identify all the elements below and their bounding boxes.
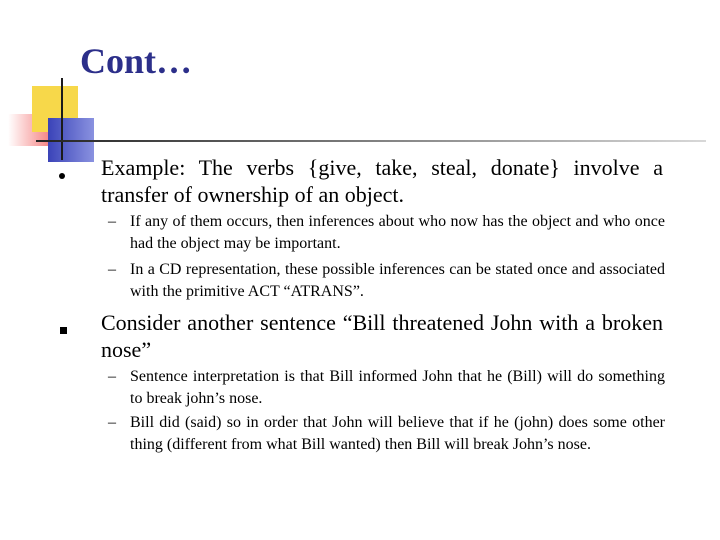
- dash-icon: –: [108, 368, 116, 385]
- dash-icon: –: [108, 261, 116, 278]
- dash-icon: –: [108, 213, 116, 230]
- sub-bullet-1-1: If any of them occurs, then inferences about who now has the object and who once had the object may be important.: [130, 213, 665, 252]
- slide-title: Cont…: [80, 41, 193, 81]
- title-underline: [36, 140, 706, 142]
- bullet-2-text: Consider another sentence “Bill threatened John with a broken nose”: [101, 310, 663, 362]
- sub-bullet-1-2: In a CD representation, these possible inferences can be stated once and associated with the primitive ACT “ATRANS”.: [130, 261, 665, 300]
- decor-vertical-line: [61, 78, 63, 160]
- sub-bullet-2-1: Sentence interpretation is that Bill informed John that he (Bill) will do something to break john’s nose.: [130, 368, 665, 407]
- dash-icon: –: [108, 414, 116, 431]
- round-bullet-icon: [59, 173, 65, 179]
- bullet-1-text: Example: The verbs {give, take, steal, donate} involve a transfer of ownership of an object.: [101, 155, 663, 207]
- square-bullet-icon: [60, 327, 67, 334]
- sub-bullet-2-2: Bill did (said) so in order that John will believe that if he (john) does some other thing (different from what Bill wanted) then Bill will break John’s nose.: [130, 414, 665, 453]
